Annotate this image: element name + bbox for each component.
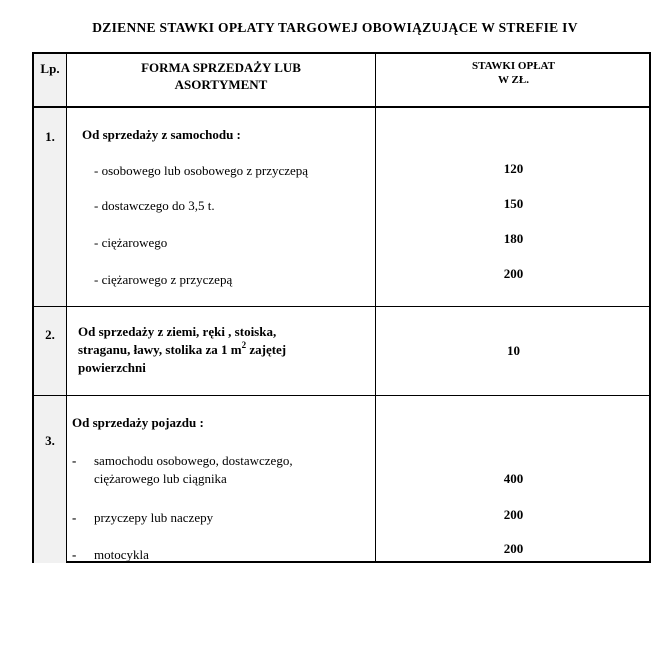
row3-item1-dash: -: [72, 453, 77, 468]
row3-item2-dash: -: [72, 510, 77, 525]
row3-item1-label2: ciężarowego lub ciągnika: [94, 471, 227, 486]
row1-item1-rate: 120: [503, 161, 524, 176]
header-divider: [34, 106, 649, 108]
row3-item3-dash: -: [72, 547, 77, 562]
row3-item1-label1: samochodu osobowego, dostawczego,: [94, 453, 293, 468]
lp-shade-row2: [34, 307, 66, 395]
row-divider-2: [34, 395, 649, 396]
row1-item1-label: - osobowego lub osobowego z przyczepą: [94, 163, 309, 178]
row2-lp: 2.: [45, 327, 55, 342]
row-divider-1: [34, 306, 649, 307]
row2-line2: straganu, ławy, stolika za 1 $m^2$ zajętej: [78, 339, 287, 357]
row1-heading: Od sprzedaży z samochodu :: [82, 127, 241, 142]
row3-item3-label: motocykla: [94, 547, 149, 562]
row3-item2-label: przyczepy lub naczepy: [94, 510, 214, 525]
row3-item3-rate: 200: [503, 541, 524, 556]
row1-item2-rate: 150: [503, 196, 524, 211]
row2-line3: powierzchni: [78, 360, 146, 375]
row1-item3-label: - ciężarowego: [94, 235, 168, 250]
rates-table: [32, 52, 651, 563]
column-divider-lp: [66, 54, 67, 561]
row1-item3-rate: 180: [503, 231, 524, 246]
row2-rate: 10: [507, 343, 520, 358]
lp-shade-row3: [34, 396, 66, 563]
row3-heading: Od sprzedaży pojazdu :: [72, 415, 204, 430]
header-stawki-line1: STAWKI OPŁAT: [471, 60, 556, 72]
header-forma-line2: ASORTYMENT: [174, 77, 268, 92]
row3-item2-rate: 200: [503, 507, 524, 522]
row3-item1-rate: 400: [503, 471, 524, 486]
row2-line1: Od sprzedaży z ziemi, ręki , stoiska,: [78, 324, 277, 339]
header-stawki-line2: W ZŁ.: [498, 74, 529, 86]
header-lp: Lp.: [40, 61, 60, 76]
header-forma-line1: FORMA SPRZEDAŻY LUB: [141, 60, 301, 75]
row1-item4-rate: 200: [503, 266, 524, 281]
row3-lp: 3.: [45, 433, 55, 448]
row1-item2-label: - dostawczego do 3,5 t.: [94, 198, 215, 213]
document-title: DZIENNE STAWKI OPŁATY TARGOWEJ OBOWIĄZUJĄCE W STREFIE IV: [92, 20, 578, 35]
row1-lp: 1.: [45, 129, 55, 144]
row1-item4-label: - ciężarowego z przyczepą: [94, 272, 233, 287]
